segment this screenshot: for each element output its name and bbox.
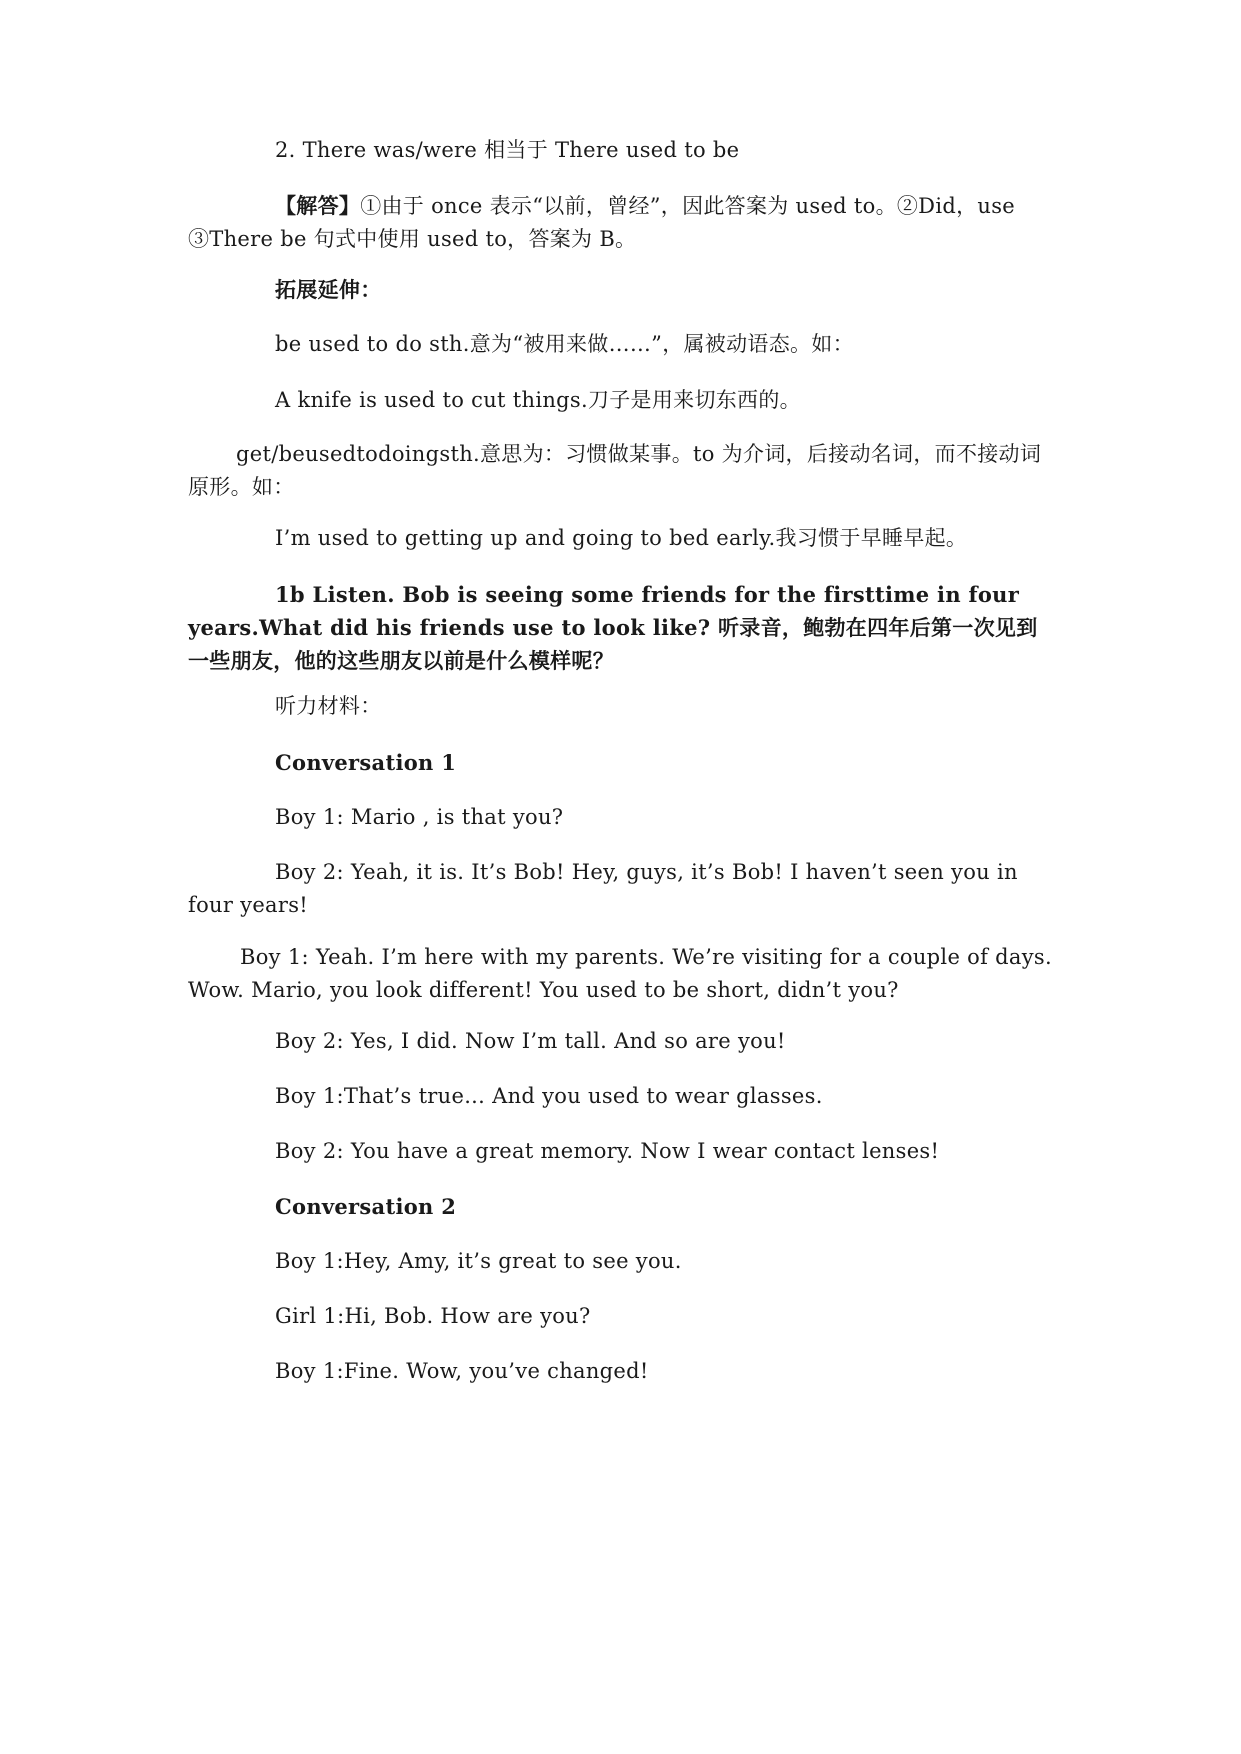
paragraph-example-knife: A knife is used to cut things.刀子是用来切东西的。: [275, 388, 801, 412]
paragraph-get-used-to-doing: get/beusedtodoingsth.意思为：习惯做某事。to 为介词，后接动名词，而不接动词原形。如：: [188, 442, 1042, 499]
conversation-1-heading: Conversation 1: [275, 750, 457, 775]
dialogue-line: Boy 2: Yeah, it is. It’s Bob! Hey, guys, it’s Bob! I haven’t seen you in four years!: [188, 860, 1018, 917]
section-heading-extension: 拓展延伸：: [275, 277, 382, 302]
dialogue-line: Boy 1:Fine. Wow, you’ve changed!: [275, 1359, 649, 1383]
answer-text: ①由于 once 表示“以前，曾经”，因此答案为 used to。②Did，use ③There be 句式中使用 used to，答案为 B。: [188, 194, 1016, 251]
dialogue-line: Boy 1: Mario , is that you?: [275, 805, 564, 829]
answer-heading: 【解答】: [275, 193, 361, 218]
conversation-2-heading: Conversation 2: [275, 1194, 457, 1219]
dialogue-line: Boy 1:That’s true... And you used to wear glasses.: [275, 1084, 823, 1108]
paragraph-be-used-to-do: be used to do sth.意为“被用来做……”，属被动语态。如：: [275, 332, 854, 356]
exercise-1b-instruction: 1b Listen. Bob is seeing some friends for the firsttime in four years.What did his friends use to look like? 听录音，鲍勃在四年后第一次见到一些朋友，他的这些朋友以前是什么模样呢？: [188, 582, 1038, 673]
listening-material-label: 听力材料：: [275, 694, 382, 718]
dialogue-line: Girl 1:Hi, Bob. How are you?: [275, 1304, 591, 1328]
paragraph-note-2: 2. There was/were 相当于 There used to be: [275, 138, 740, 162]
dialogue-line: Boy 2: Yes, I did. Now I’m tall. And so are you!: [275, 1029, 786, 1053]
dialogue-line: Boy 2: You have a great memory. Now I wear contact lenses!: [275, 1139, 940, 1163]
dialogue-line: Boy 1: Yeah. I’m here with my parents. We’re visiting for a couple of days. Wow. Mario, you look different! You used to be short, didn’t you?: [188, 945, 1052, 1002]
paragraph-example-early: I’m used to getting up and going to bed early.我习惯于早睡早起。: [275, 526, 968, 550]
paragraph-answer: [188, 189, 1058, 256]
dialogue-line: Boy 1:Hey, Amy, it’s great to see you.: [275, 1249, 682, 1273]
